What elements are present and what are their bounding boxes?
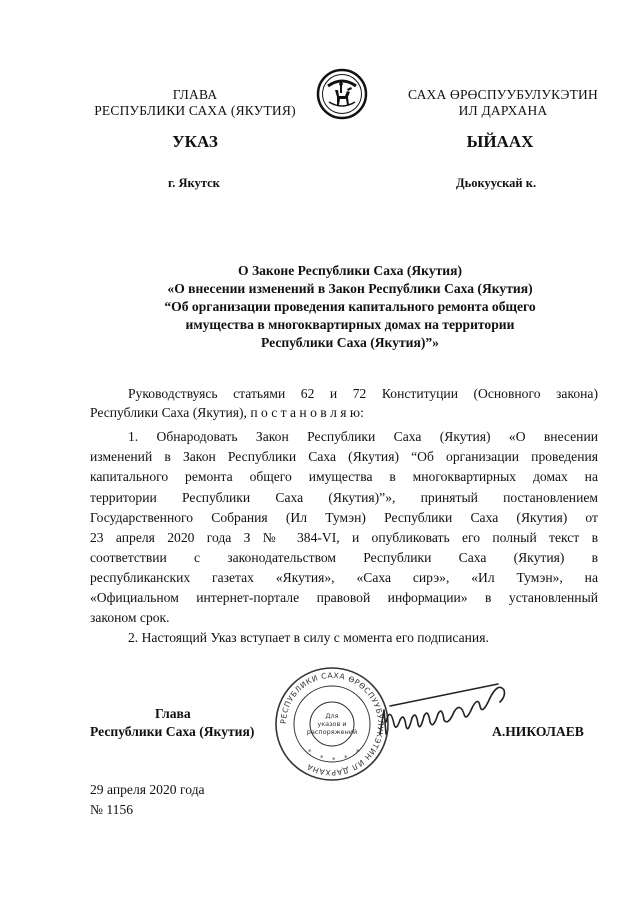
title-line: О Законе Республики Саха (Якутия) — [237, 263, 463, 278]
doc-type-left: УКАЗ — [172, 132, 218, 151]
city-right: Дьокуускай к. — [456, 176, 537, 190]
city-left: г. Якутск — [168, 176, 220, 190]
header-left-line2: РЕСПУБЛИКИ САХА (ЯКУТИЯ) — [94, 103, 296, 118]
header-left-line1: ГЛАВА — [172, 87, 218, 102]
svg-text:*: * — [320, 754, 324, 762]
body-line: соответствии с законодательством Республики Саха (Якутия) в — [90, 550, 598, 565]
stamp-center-line3: распоряжений — [306, 728, 358, 736]
signer-position-line1: Глава — [155, 706, 191, 721]
body-line: 23 апреля 2020 года З № 384-VI, и опубликовать его полный текст в — [90, 530, 598, 545]
body-line: Государственного Собрания (Ил Тумэн) Республики Саха (Якутия) от — [90, 510, 598, 525]
header-right-line2: ИЛ ДАРХАНА — [458, 103, 548, 118]
body-line: 2. Настоящий Указ вступает в силу с момента его подписания. — [128, 630, 489, 645]
header-right-line1: САХА ӨРӨСПУУБУЛУКЭТИН — [408, 87, 598, 102]
stamp-center-line2: указов и — [317, 720, 347, 728]
title-line: Республики Саха (Якутия)”» — [261, 335, 439, 350]
body-line: изменений в Закон Республики Саха (Якутия) “Об организации проведения — [90, 449, 598, 464]
signer-name: А.НИКОЛАЕВ — [492, 724, 584, 739]
svg-text:*: * — [356, 748, 360, 756]
title-line: «О внесении изменений в Закон Республики Саха (Якутия) — [167, 281, 533, 296]
body-line: республиканских газетах «Якутия», «Саха сирэ», «Ил Тумэн», на — [90, 570, 598, 585]
doc-type-right: ЫЙААХ — [466, 132, 534, 151]
title-line: имущества в многоквартирных домах на территории — [185, 317, 515, 332]
body-line: 1. Обнародовать Закон Республики Саха (Якутия) «О внесении — [128, 429, 598, 444]
body-line: «Официальном интернет-портале правовой информации» в установленный — [90, 590, 598, 605]
body-line: территории Республики Саха (Якутия)”», принятый постановлением — [90, 490, 598, 505]
title-line: “Об организации проведения капитального ремонта общего — [164, 299, 536, 314]
svg-text:*: * — [308, 748, 312, 756]
signer-position-line2: Республики Саха (Якутия) — [90, 724, 255, 739]
body-line: законом срок. — [90, 610, 170, 625]
body-line: капитального ремонта общего имущества в многоквартирных домах на — [90, 469, 598, 484]
body-line: Руководствуясь статьями 62 и 72 Конституции (Основного закона) — [128, 386, 598, 401]
document-date: 29 апреля 2020 года — [90, 782, 205, 797]
document-number: № 1156 — [90, 802, 134, 817]
svg-text:*: * — [332, 756, 336, 764]
stamp-center-line1: Для — [325, 712, 339, 720]
stamp-ring-text: РЕСПУБЛИКИ САХА ӨРӨСПУУБУЛУКЭТИН ИЛ ДАРХАНА — [278, 670, 386, 778]
body-line: Республики Саха (Якутия), п о с т а н о в л я ю: — [90, 405, 364, 420]
svg-text:*: * — [344, 754, 348, 762]
